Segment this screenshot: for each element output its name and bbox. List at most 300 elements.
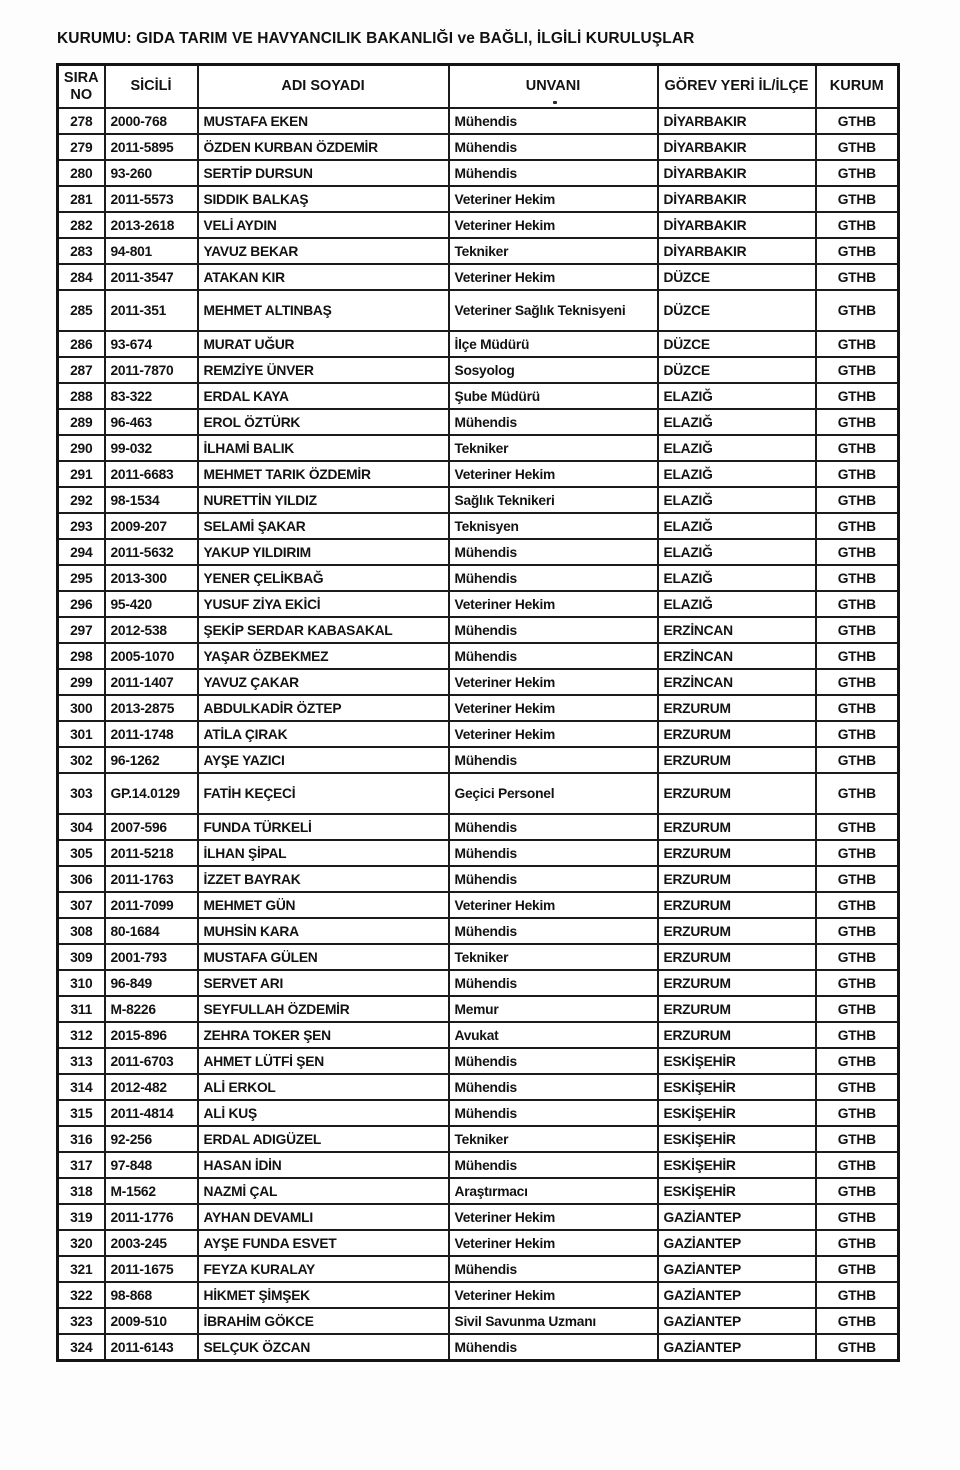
cell-sicili: 2011-5895 — [105, 134, 198, 160]
cell-unvani: Veteriner Hekim — [449, 186, 658, 212]
cell-adi-soyadi: AHMET LÜTFİ ŞEN — [198, 1048, 449, 1074]
cell-unvani: Şube Müdürü — [449, 383, 658, 409]
cell-unvani: Mühendis — [449, 617, 658, 643]
table-row — [58, 331, 899, 357]
cell-unvani: Tekniker — [449, 238, 658, 264]
cell-sicili: 2009-207 — [105, 513, 198, 539]
table-row — [58, 866, 899, 892]
cell-gorev-yeri: DİYARBAKIR — [658, 212, 816, 238]
cell-kurum: GTHB — [816, 409, 899, 435]
cell-sicili: 2011-6143 — [105, 1334, 198, 1361]
cell-sira-no: 311 — [58, 996, 105, 1022]
cell-unvani: Mühendis — [449, 1152, 658, 1178]
cell-gorev-yeri: ELAZIĞ — [658, 539, 816, 565]
table-row — [58, 617, 899, 643]
table-row — [58, 970, 899, 996]
cell-gorev-yeri: ESKİŞEHİR — [658, 1178, 816, 1204]
cell-sicili: 2011-1407 — [105, 669, 198, 695]
cell-sira-no: 316 — [58, 1126, 105, 1152]
cell-kurum: GTHB — [816, 1152, 899, 1178]
cell-gorev-yeri: DÜZCE — [658, 290, 816, 331]
cell-adi-soyadi: İZZET BAYRAK — [198, 866, 449, 892]
table-row — [58, 461, 899, 487]
cell-kurum: GTHB — [816, 669, 899, 695]
cell-adi-soyadi: İLHAMİ BALIK — [198, 435, 449, 461]
cell-unvani: Avukat — [449, 1022, 658, 1048]
table-row — [58, 1204, 899, 1230]
cell-gorev-yeri: ELAZIĞ — [658, 591, 816, 617]
cell-unvani: Mühendis — [449, 866, 658, 892]
cell-gorev-yeri: ERZİNCAN — [658, 669, 816, 695]
table-row — [58, 1334, 899, 1361]
cell-sira-no: 301 — [58, 721, 105, 747]
document-title: KURUMU: GIDA TARIM VE HAVYANCILIK BAKANLIĞI ve BAĞLI, İLGİLİ KURULUŞLAR — [57, 30, 695, 47]
cell-adi-soyadi: MUHSİN KARA — [198, 918, 449, 944]
cell-gorev-yeri: ERZURUM — [658, 840, 816, 866]
cell-gorev-yeri: GAZİANTEP — [658, 1282, 816, 1308]
cell-sira-no: 291 — [58, 461, 105, 487]
cell-sira-no: 293 — [58, 513, 105, 539]
cell-gorev-yeri: DÜZCE — [658, 357, 816, 383]
cell-sicili: 2011-5218 — [105, 840, 198, 866]
cell-adi-soyadi: SELÇUK ÖZCAN — [198, 1334, 449, 1361]
cell-sicili: 2000-768 — [105, 108, 198, 134]
cell-kurum: GTHB — [816, 918, 899, 944]
cell-sira-no: 280 — [58, 160, 105, 186]
cell-sira-no: 324 — [58, 1334, 105, 1361]
table-row — [58, 186, 899, 212]
cell-gorev-yeri: ERZURUM — [658, 1022, 816, 1048]
table-row — [58, 996, 899, 1022]
cell-kurum: GTHB — [816, 617, 899, 643]
cell-sira-no: 297 — [58, 617, 105, 643]
cell-adi-soyadi: FATİH KEÇECİ — [198, 773, 449, 814]
cell-sira-no: 318 — [58, 1178, 105, 1204]
table-row — [58, 357, 899, 383]
cell-kurum: GTHB — [816, 1256, 899, 1282]
table-row — [58, 134, 899, 160]
cell-kurum: GTHB — [816, 970, 899, 996]
cell-gorev-yeri: ELAZIĞ — [658, 487, 816, 513]
cell-sicili: 83-322 — [105, 383, 198, 409]
cell-sira-no: 294 — [58, 539, 105, 565]
cell-gorev-yeri: ERZURUM — [658, 944, 816, 970]
cell-adi-soyadi: YAKUP YILDIRIM — [198, 539, 449, 565]
cell-gorev-yeri: ERZURUM — [658, 866, 816, 892]
cell-adi-soyadi: AYŞE FUNDA ESVET — [198, 1230, 449, 1256]
cell-adi-soyadi: VELİ AYDIN — [198, 212, 449, 238]
cell-unvani: Mühendis — [449, 1100, 658, 1126]
cell-adi-soyadi: HİKMET ŞİMŞEK — [198, 1282, 449, 1308]
table-row — [58, 1178, 899, 1204]
cell-gorev-yeri: ERZURUM — [658, 773, 816, 814]
cell-sira-no: 289 — [58, 409, 105, 435]
cell-sicili: 2011-6683 — [105, 461, 198, 487]
cell-sira-no: 321 — [58, 1256, 105, 1282]
cell-sira-no: 292 — [58, 487, 105, 513]
table-row — [58, 773, 899, 814]
cell-sira-no: 308 — [58, 918, 105, 944]
cell-gorev-yeri: DİYARBAKIR — [658, 134, 816, 160]
cell-gorev-yeri: GAZİANTEP — [658, 1204, 816, 1230]
cell-kurum: GTHB — [816, 866, 899, 892]
cell-unvani: Tekniker — [449, 944, 658, 970]
cell-unvani: Mühendis — [449, 918, 658, 944]
cell-kurum: GTHB — [816, 1074, 899, 1100]
cell-kurum: GTHB — [816, 747, 899, 773]
cell-unvani: Sosyolog — [449, 357, 658, 383]
cell-gorev-yeri: ERZİNCAN — [658, 617, 816, 643]
cell-adi-soyadi: ABDULKADİR ÖZTEP — [198, 695, 449, 721]
cell-kurum: GTHB — [816, 1334, 899, 1361]
cell-unvani: Sağlık Teknikeri — [449, 487, 658, 513]
table-row — [58, 565, 899, 591]
cell-sicili: 2013-300 — [105, 565, 198, 591]
cell-kurum: GTHB — [816, 944, 899, 970]
cell-unvani: Mühendis — [449, 814, 658, 840]
table-row — [58, 944, 899, 970]
cell-adi-soyadi: MURAT UĞUR — [198, 331, 449, 357]
cell-unvani: Veteriner Hekim — [449, 461, 658, 487]
cell-sicili: 2003-245 — [105, 1230, 198, 1256]
cell-sira-no: 285 — [58, 290, 105, 331]
cell-kurum: GTHB — [816, 290, 899, 331]
scan-artifact-dot — [553, 101, 557, 104]
cell-unvani: Veteriner Hekim — [449, 669, 658, 695]
cell-sicili: 96-463 — [105, 409, 198, 435]
cell-adi-soyadi: ATAKAN KIR — [198, 264, 449, 290]
cell-adi-soyadi: MUSTAFA GÜLEN — [198, 944, 449, 970]
cell-unvani: Memur — [449, 996, 658, 1022]
cell-kurum: GTHB — [816, 721, 899, 747]
cell-gorev-yeri: ESKİŞEHİR — [658, 1048, 816, 1074]
cell-unvani: Mühendis — [449, 643, 658, 669]
cell-adi-soyadi: SERTİP DURSUN — [198, 160, 449, 186]
cell-gorev-yeri: ELAZIĞ — [658, 565, 816, 591]
cell-adi-soyadi: NURETTİN YILDIZ — [198, 487, 449, 513]
cell-sira-no: 288 — [58, 383, 105, 409]
col-header-sicili: SİCİLİ — [105, 65, 198, 109]
cell-adi-soyadi: NAZMİ ÇAL — [198, 1178, 449, 1204]
cell-gorev-yeri: ERZURUM — [658, 721, 816, 747]
cell-sira-no: 310 — [58, 970, 105, 996]
cell-gorev-yeri: DİYARBAKIR — [658, 108, 816, 134]
table-row — [58, 695, 899, 721]
cell-unvani: Mühendis — [449, 1256, 658, 1282]
cell-sicili: 2011-1675 — [105, 1256, 198, 1282]
table-row — [58, 1100, 899, 1126]
cell-unvani: Veteriner Hekim — [449, 212, 658, 238]
cell-gorev-yeri: ELAZIĞ — [658, 435, 816, 461]
cell-sira-no: 323 — [58, 1308, 105, 1334]
cell-kurum: GTHB — [816, 695, 899, 721]
cell-adi-soyadi: ERDAL KAYA — [198, 383, 449, 409]
cell-kurum: GTHB — [816, 134, 899, 160]
cell-sicili: 2011-1763 — [105, 866, 198, 892]
cell-sicili: 94-801 — [105, 238, 198, 264]
cell-gorev-yeri: ERZURUM — [658, 970, 816, 996]
cell-unvani: Mühendis — [449, 565, 658, 591]
cell-unvani: Tekniker — [449, 1126, 658, 1152]
cell-sicili: 2001-793 — [105, 944, 198, 970]
cell-adi-soyadi: İLHAN ŞİPAL — [198, 840, 449, 866]
cell-sicili: M-1562 — [105, 1178, 198, 1204]
table-row — [58, 892, 899, 918]
cell-sicili: 98-868 — [105, 1282, 198, 1308]
col-header-adi-soyadi: ADI SOYADI — [198, 65, 449, 109]
cell-kurum: GTHB — [816, 773, 899, 814]
cell-unvani: Mühendis — [449, 108, 658, 134]
table-row — [58, 1048, 899, 1074]
cell-unvani: Veteriner Hekim — [449, 695, 658, 721]
cell-adi-soyadi: FUNDA TÜRKELİ — [198, 814, 449, 840]
cell-adi-soyadi: AYŞE YAZICI — [198, 747, 449, 773]
col-header-gorev-yeri: GÖREV YERİ İL/İLÇE — [658, 65, 816, 109]
cell-gorev-yeri: GAZİANTEP — [658, 1334, 816, 1361]
col-header-sira-no: SIRA NO — [58, 65, 105, 109]
cell-unvani: Sivil Savunma Uzmanı — [449, 1308, 658, 1334]
cell-sira-no: 303 — [58, 773, 105, 814]
cell-unvani: Mühendis — [449, 747, 658, 773]
cell-unvani: İlçe Müdürü — [449, 331, 658, 357]
table-row — [58, 1282, 899, 1308]
cell-unvani: Mühendis — [449, 1048, 658, 1074]
cell-gorev-yeri: GAZİANTEP — [658, 1230, 816, 1256]
cell-adi-soyadi: MEHMET GÜN — [198, 892, 449, 918]
cell-adi-soyadi: HASAN İDİN — [198, 1152, 449, 1178]
cell-sicili: 2011-1776 — [105, 1204, 198, 1230]
cell-sira-no: 317 — [58, 1152, 105, 1178]
table-row — [58, 264, 899, 290]
cell-sicili: 98-1534 — [105, 487, 198, 513]
table-row — [58, 160, 899, 186]
cell-sira-no: 302 — [58, 747, 105, 773]
cell-gorev-yeri: ERZURUM — [658, 747, 816, 773]
cell-unvani: Araştırmacı — [449, 1178, 658, 1204]
col-header-kurum: KURUM — [816, 65, 899, 109]
cell-unvani: Mühendis — [449, 1074, 658, 1100]
cell-sira-no: 309 — [58, 944, 105, 970]
table-row — [58, 814, 899, 840]
cell-gorev-yeri: DÜZCE — [658, 264, 816, 290]
cell-adi-soyadi: YUSUF ZİYA EKİCİ — [198, 591, 449, 617]
cell-sira-no: 322 — [58, 1282, 105, 1308]
cell-kurum: GTHB — [816, 186, 899, 212]
table-row — [58, 747, 899, 773]
table-row — [58, 539, 899, 565]
cell-kurum: GTHB — [816, 1178, 899, 1204]
cell-sira-no: 312 — [58, 1022, 105, 1048]
cell-kurum: GTHB — [816, 643, 899, 669]
cell-kurum: GTHB — [816, 840, 899, 866]
table-row — [58, 840, 899, 866]
cell-sicili: 2005-1070 — [105, 643, 198, 669]
cell-adi-soyadi: İBRAHİM GÖKCE — [198, 1308, 449, 1334]
cell-unvani: Veteriner Hekim — [449, 721, 658, 747]
cell-gorev-yeri: DİYARBAKIR — [658, 238, 816, 264]
cell-gorev-yeri: ELAZIĞ — [658, 513, 816, 539]
cell-kurum: GTHB — [816, 238, 899, 264]
cell-kurum: GTHB — [816, 1308, 899, 1334]
cell-gorev-yeri: ERZURUM — [658, 892, 816, 918]
cell-unvani: Mühendis — [449, 134, 658, 160]
table-row — [58, 918, 899, 944]
cell-gorev-yeri: ESKİŞEHİR — [658, 1100, 816, 1126]
table-row — [58, 383, 899, 409]
table-row — [58, 721, 899, 747]
cell-gorev-yeri: ESKİŞEHİR — [658, 1152, 816, 1178]
cell-sira-no: 319 — [58, 1204, 105, 1230]
cell-sicili: 2011-5632 — [105, 539, 198, 565]
personnel-table-body — [58, 108, 899, 1361]
cell-sira-no: 278 — [58, 108, 105, 134]
cell-sicili: 2013-2875 — [105, 695, 198, 721]
table-row — [58, 1126, 899, 1152]
cell-unvani: Veteriner Hekim — [449, 892, 658, 918]
cell-gorev-yeri: ELAZIĞ — [658, 383, 816, 409]
cell-sicili: 92-256 — [105, 1126, 198, 1152]
cell-adi-soyadi: FEYZA KURALAY — [198, 1256, 449, 1282]
cell-kurum: GTHB — [816, 160, 899, 186]
cell-adi-soyadi: ZEHRA TOKER ŞEN — [198, 1022, 449, 1048]
cell-unvani: Geçici Personel — [449, 773, 658, 814]
cell-kurum: GTHB — [816, 539, 899, 565]
cell-adi-soyadi: SIDDIK BALKAŞ — [198, 186, 449, 212]
cell-sira-no: 314 — [58, 1074, 105, 1100]
cell-unvani: Veteriner Sağlık Teknisyeni — [449, 290, 658, 331]
cell-kurum: GTHB — [816, 435, 899, 461]
cell-adi-soyadi: SELAMİ ŞAKAR — [198, 513, 449, 539]
cell-sicili: 2011-7870 — [105, 357, 198, 383]
cell-gorev-yeri: ERZİNCAN — [658, 643, 816, 669]
cell-sira-no: 298 — [58, 643, 105, 669]
table-row — [58, 1074, 899, 1100]
table-row — [58, 108, 899, 134]
cell-unvani: Mühendis — [449, 409, 658, 435]
cell-sira-no: 300 — [58, 695, 105, 721]
cell-gorev-yeri: DİYARBAKIR — [658, 186, 816, 212]
cell-adi-soyadi: ALİ KUŞ — [198, 1100, 449, 1126]
cell-sira-no: 305 — [58, 840, 105, 866]
cell-unvani: Veteriner Hekim — [449, 1230, 658, 1256]
cell-kurum: GTHB — [816, 1204, 899, 1230]
cell-sicili: 2011-1748 — [105, 721, 198, 747]
cell-unvani: Tekniker — [449, 435, 658, 461]
cell-sicili: 2013-2618 — [105, 212, 198, 238]
table-row — [58, 290, 899, 331]
cell-adi-soyadi: ALİ ERKOL — [198, 1074, 449, 1100]
cell-unvani: Mühendis — [449, 160, 658, 186]
cell-sira-no: 307 — [58, 892, 105, 918]
cell-sira-no: 306 — [58, 866, 105, 892]
cell-sicili: 95-420 — [105, 591, 198, 617]
cell-sicili: 2011-3547 — [105, 264, 198, 290]
cell-gorev-yeri: ELAZIĞ — [658, 461, 816, 487]
cell-adi-soyadi: ŞEKİP SERDAR KABASAKAL — [198, 617, 449, 643]
cell-sira-no: 296 — [58, 591, 105, 617]
cell-sicili: 2012-482 — [105, 1074, 198, 1100]
cell-sicili: 2011-351 — [105, 290, 198, 331]
cell-sicili: 93-260 — [105, 160, 198, 186]
cell-sira-no: 315 — [58, 1100, 105, 1126]
cell-adi-soyadi: MEHMET TARIK ÖZDEMİR — [198, 461, 449, 487]
cell-sicili: 99-032 — [105, 435, 198, 461]
cell-adi-soyadi: ERDAL ADIGÜZEL — [198, 1126, 449, 1152]
cell-gorev-yeri: ERZURUM — [658, 695, 816, 721]
cell-kurum: GTHB — [816, 591, 899, 617]
cell-kurum: GTHB — [816, 1282, 899, 1308]
cell-sira-no: 304 — [58, 814, 105, 840]
table-row — [58, 1256, 899, 1282]
cell-gorev-yeri: ERZURUM — [658, 996, 816, 1022]
cell-kurum: GTHB — [816, 461, 899, 487]
cell-sicili: 2011-5573 — [105, 186, 198, 212]
cell-gorev-yeri: GAZİANTEP — [658, 1308, 816, 1334]
cell-sira-no: 320 — [58, 1230, 105, 1256]
col-header-unvani: UNVANI — [449, 65, 658, 109]
cell-kurum: GTHB — [816, 1230, 899, 1256]
table-row — [58, 238, 899, 264]
cell-sicili: 97-848 — [105, 1152, 198, 1178]
cell-kurum: GTHB — [816, 487, 899, 513]
cell-sira-no: 287 — [58, 357, 105, 383]
cell-kurum: GTHB — [816, 814, 899, 840]
cell-sicili: M-8226 — [105, 996, 198, 1022]
cell-adi-soyadi: ÖZDEN KURBAN ÖZDEMİR — [198, 134, 449, 160]
cell-adi-soyadi: SERVET ARI — [198, 970, 449, 996]
cell-gorev-yeri: ESKİŞEHİR — [658, 1126, 816, 1152]
cell-sicili: 96-849 — [105, 970, 198, 996]
cell-sicili: 2007-596 — [105, 814, 198, 840]
cell-adi-soyadi: SEYFULLAH ÖZDEMİR — [198, 996, 449, 1022]
cell-adi-soyadi: ATİLA ÇIRAK — [198, 721, 449, 747]
table-row — [58, 643, 899, 669]
cell-gorev-yeri: DİYARBAKIR — [658, 160, 816, 186]
cell-gorev-yeri: DÜZCE — [658, 331, 816, 357]
cell-adi-soyadi: YAVUZ BEKAR — [198, 238, 449, 264]
cell-unvani: Veteriner Hekim — [449, 1282, 658, 1308]
table-row — [58, 1230, 899, 1256]
table-row — [58, 212, 899, 238]
table-row — [58, 1022, 899, 1048]
cell-adi-soyadi: EROL ÖZTÜRK — [198, 409, 449, 435]
table-row — [58, 669, 899, 695]
cell-sira-no: 286 — [58, 331, 105, 357]
cell-unvani: Mühendis — [449, 1334, 658, 1361]
cell-sira-no: 283 — [58, 238, 105, 264]
cell-adi-soyadi: REMZİYE ÜNVER — [198, 357, 449, 383]
cell-kurum: GTHB — [816, 513, 899, 539]
cell-sira-no: 279 — [58, 134, 105, 160]
cell-kurum: GTHB — [816, 108, 899, 134]
cell-gorev-yeri: GAZİANTEP — [658, 1256, 816, 1282]
cell-sira-no: 282 — [58, 212, 105, 238]
cell-kurum: GTHB — [816, 892, 899, 918]
table-row — [58, 1152, 899, 1178]
cell-adi-soyadi: MUSTAFA EKEN — [198, 108, 449, 134]
cell-adi-soyadi: MEHMET ALTINBAŞ — [198, 290, 449, 331]
cell-kurum: GTHB — [816, 1022, 899, 1048]
cell-adi-soyadi: YAVUZ ÇAKAR — [198, 669, 449, 695]
cell-unvani: Mühendis — [449, 539, 658, 565]
cell-gorev-yeri: ERZURUM — [658, 814, 816, 840]
cell-kurum: GTHB — [816, 212, 899, 238]
cell-sicili: 80-1684 — [105, 918, 198, 944]
cell-unvani: Veteriner Hekim — [449, 591, 658, 617]
cell-kurum: GTHB — [816, 331, 899, 357]
cell-kurum: GTHB — [816, 1100, 899, 1126]
cell-sicili: 2015-896 — [105, 1022, 198, 1048]
